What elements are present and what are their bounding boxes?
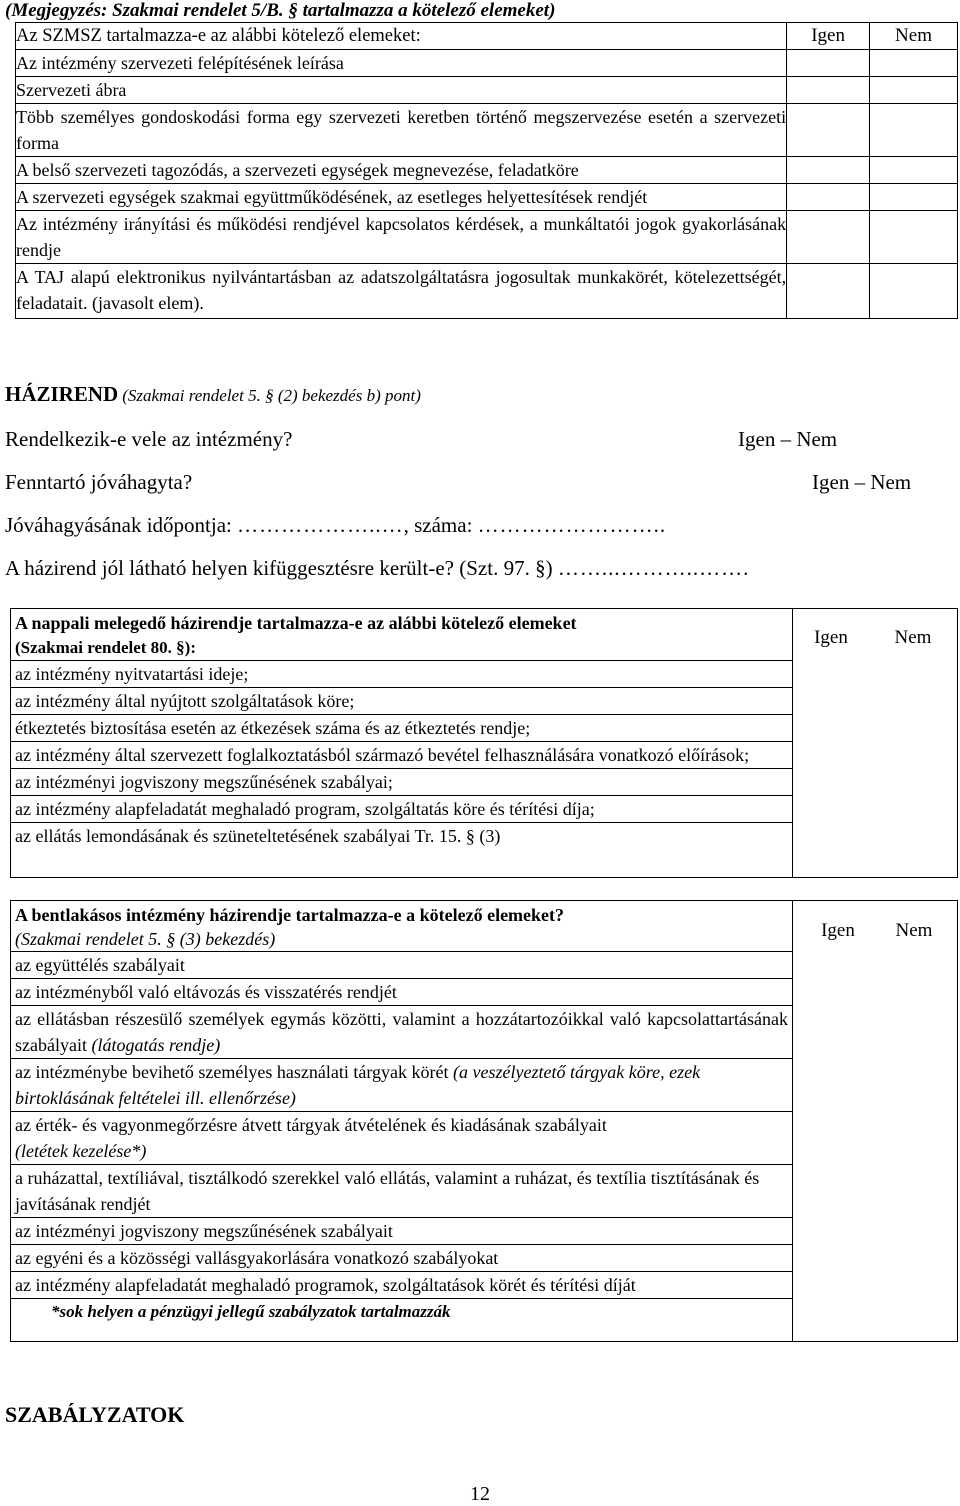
yes-cell[interactable]	[787, 264, 870, 319]
hazirend-title: HÁZIREND	[5, 382, 119, 406]
yes-cell[interactable]	[787, 184, 870, 211]
row-text: Az intézmény irányítási és működési rendjével kapcsolatos kérdések, a munkáltatói jogok gyakorlásának rendje	[16, 211, 787, 264]
yes-cell[interactable]	[787, 104, 870, 157]
posted-answer-field[interactable]: ……...………..…….	[557, 556, 750, 580]
row-note: (letétek kezelése*)	[15, 1141, 147, 1161]
row-text: az intézmény alapfeladatát meghaladó programok, szolgáltatások körét és térítési díját	[15, 1275, 636, 1295]
table-row	[16, 211, 958, 264]
no-cell[interactable]	[870, 50, 958, 77]
no-cell[interactable]	[870, 77, 958, 104]
approval-date-line	[5, 512, 666, 538]
row-text: az egyéni és a közösségi vallásgyakorlására vonatkozó szabályokat	[15, 1248, 499, 1268]
row-text: Szervezeti ábra	[16, 77, 787, 104]
row-text: az intézménybe bevihető személyes használati tárgyak körét	[15, 1062, 449, 1082]
question-approved: Fenntartó jóváhagyta?	[5, 470, 193, 494]
approval-date-field[interactable]: ………………..…	[237, 513, 404, 537]
list-item	[11, 1244, 792, 1271]
no-cell[interactable]	[870, 104, 958, 157]
table-row	[16, 184, 958, 211]
row-text: az együttélés szabályait	[15, 955, 185, 975]
list-item	[11, 1111, 792, 1164]
table-row	[16, 157, 958, 184]
row-note: (a veszélyeztető tárgyak köre, ezek birtoklásának feltételei ill. ellenőrzése)	[15, 1062, 701, 1108]
bentlakasos-text-column	[11, 901, 793, 1341]
yes-cell[interactable]	[787, 50, 870, 77]
row-text: Több személyes gondoskodási forma egy szervezeti keretben történő megszervezése esetén a szervezeti forma	[16, 104, 787, 157]
list-item: az intézményi jogviszony megszűnésének szabályai;	[11, 768, 792, 795]
answer-approved[interactable]: Igen – Nem	[812, 470, 912, 494]
row-text: az intézményből való eltávozás és visszatérés rendjét	[15, 982, 397, 1002]
posted-question: A házirend jól látható helyen kifüggesztésre került-e? (Szt. 97. §)	[5, 556, 553, 580]
list-item: az intézmény által szervezett foglalkoztatásból származó bevétel felhasználására vonatkozó előírások;	[11, 741, 792, 768]
yes-column-header: Igen	[821, 920, 855, 941]
row-text: A belső szervezeti tagozódás, a szervezeti egységek megnevezése, feladatköre	[16, 157, 787, 184]
szabalyzatok-heading: SZABÁLYZATOK	[5, 1402, 185, 1427]
list-item	[11, 1271, 792, 1298]
posted-question-line	[5, 555, 749, 581]
row-text: a ruházattal, textíliával, tisztálkodó szerekkel való ellátás, valamint a ruházat, és textília tisztításának és javításának rendjét	[15, 1168, 760, 1214]
no-cell[interactable]	[870, 264, 958, 319]
table-row	[16, 77, 958, 104]
bentlakasos-header-ref: (Szakmai rendelet 5. § (3) bekezdés)	[15, 929, 276, 949]
footnote: *sok helyen a pénzügyi jellegű szabályzatok tartalmazzák	[11, 1298, 792, 1325]
table-row	[16, 264, 958, 319]
row-text: A szervezeti egységek szakmai együttműködésének, az esetleges helyettesítések rendjét	[16, 184, 787, 211]
nappali-header	[11, 609, 792, 660]
row-text: az érték- és vagyonmegőrzésre átvett tárgyak átvételének és kiadásának szabályait	[15, 1115, 607, 1135]
answer-has-hazirend[interactable]: Igen – Nem	[738, 427, 838, 451]
approval-number-label: , száma:	[403, 513, 473, 537]
table-header-row	[16, 23, 958, 50]
bentlakasos-checklist-table	[10, 900, 958, 1342]
yes-column-header: Igen	[814, 627, 848, 648]
table-row	[16, 104, 958, 157]
list-item: az intézmény alapfeladatát meghaladó program, szolgáltatás köre és térítési díja;	[11, 795, 792, 822]
nappali-header-title: A nappali melegedő házirendje tartalmazza-e az alábbi kötelező elemeket	[15, 613, 577, 633]
row-text: A TAJ alapú elektronikus nyilvántartásban az adatszolgáltatásra jogosultak munkakörét, kötelezettségét, feladatait. (javasolt elem).	[16, 264, 787, 319]
yes-cell[interactable]	[787, 77, 870, 104]
list-item	[11, 951, 792, 978]
bentlakasos-header	[11, 901, 792, 951]
yes-cell[interactable]	[787, 157, 870, 184]
list-item	[11, 1217, 792, 1244]
row-text: az ellátásban részesülő személyek egymás közötti, valamint a hozzátartozóikkal való kapcsolattartásának szabályait	[15, 1009, 788, 1055]
approval-number-field[interactable]: ……………………..	[477, 513, 667, 537]
list-item	[11, 978, 792, 1005]
list-item	[11, 1058, 792, 1111]
hazirend-heading	[5, 382, 421, 407]
row-text: az intézményi jogviszony megszűnésének szabályait	[15, 1221, 393, 1241]
no-cell[interactable]	[870, 211, 958, 264]
nappali-text-column	[11, 609, 793, 877]
szmsz-checklist-table	[15, 22, 958, 319]
question-has-hazirend: Rendelkezik-e vele az intézmény?	[5, 427, 293, 451]
bentlakasos-header-title: A bentlakásos intézmény házirendje tartalmazza-e a kötelező elemeket?	[15, 905, 565, 925]
row-text: Az intézmény szervezeti felépítésének leírása	[16, 50, 787, 77]
note-text: (Megjegyzés: Szakmai rendelet 5/B. § tartalmazza a kötelező elemeket)	[5, 0, 556, 21]
list-item	[11, 1005, 792, 1058]
list-item	[11, 1164, 792, 1217]
page-number: 12	[470, 1483, 490, 1505]
no-column-header: Nem	[894, 627, 932, 648]
list-item: étkeztetés biztosítása esetén az étkezések száma és az étkeztetés rendje;	[11, 714, 792, 741]
no-cell[interactable]	[870, 184, 958, 211]
no-column-header: Nem	[895, 920, 933, 941]
yes-cell[interactable]	[787, 211, 870, 264]
list-item: az intézmény nyitvatartási ideje;	[11, 660, 792, 687]
no-column-header: Nem	[870, 23, 958, 50]
nappali-header-ref: (Szakmai rendelet 80. §):	[15, 638, 196, 657]
list-item: az intézmény által nyújtott szolgáltatások köre;	[11, 687, 792, 714]
hazirend-ref: (Szakmai rendelet 5. § (2) bekezdés b) pont)	[122, 386, 421, 405]
yes-column-header: Igen	[787, 23, 870, 50]
table-row	[16, 50, 958, 77]
list-item: az ellátás lemondásának és szüneteltetésének szabályai Tr. 15. § (3)	[11, 822, 792, 849]
no-cell[interactable]	[870, 157, 958, 184]
szmsz-header: Az SZMSZ tartalmazza-e az alábbi kötelező elemeket:	[16, 23, 787, 50]
row-note: (látogatás rendje)	[91, 1035, 221, 1055]
approval-date-label: Jóváhagyásának időpontja:	[5, 513, 232, 537]
nappali-checklist-table	[10, 608, 958, 878]
